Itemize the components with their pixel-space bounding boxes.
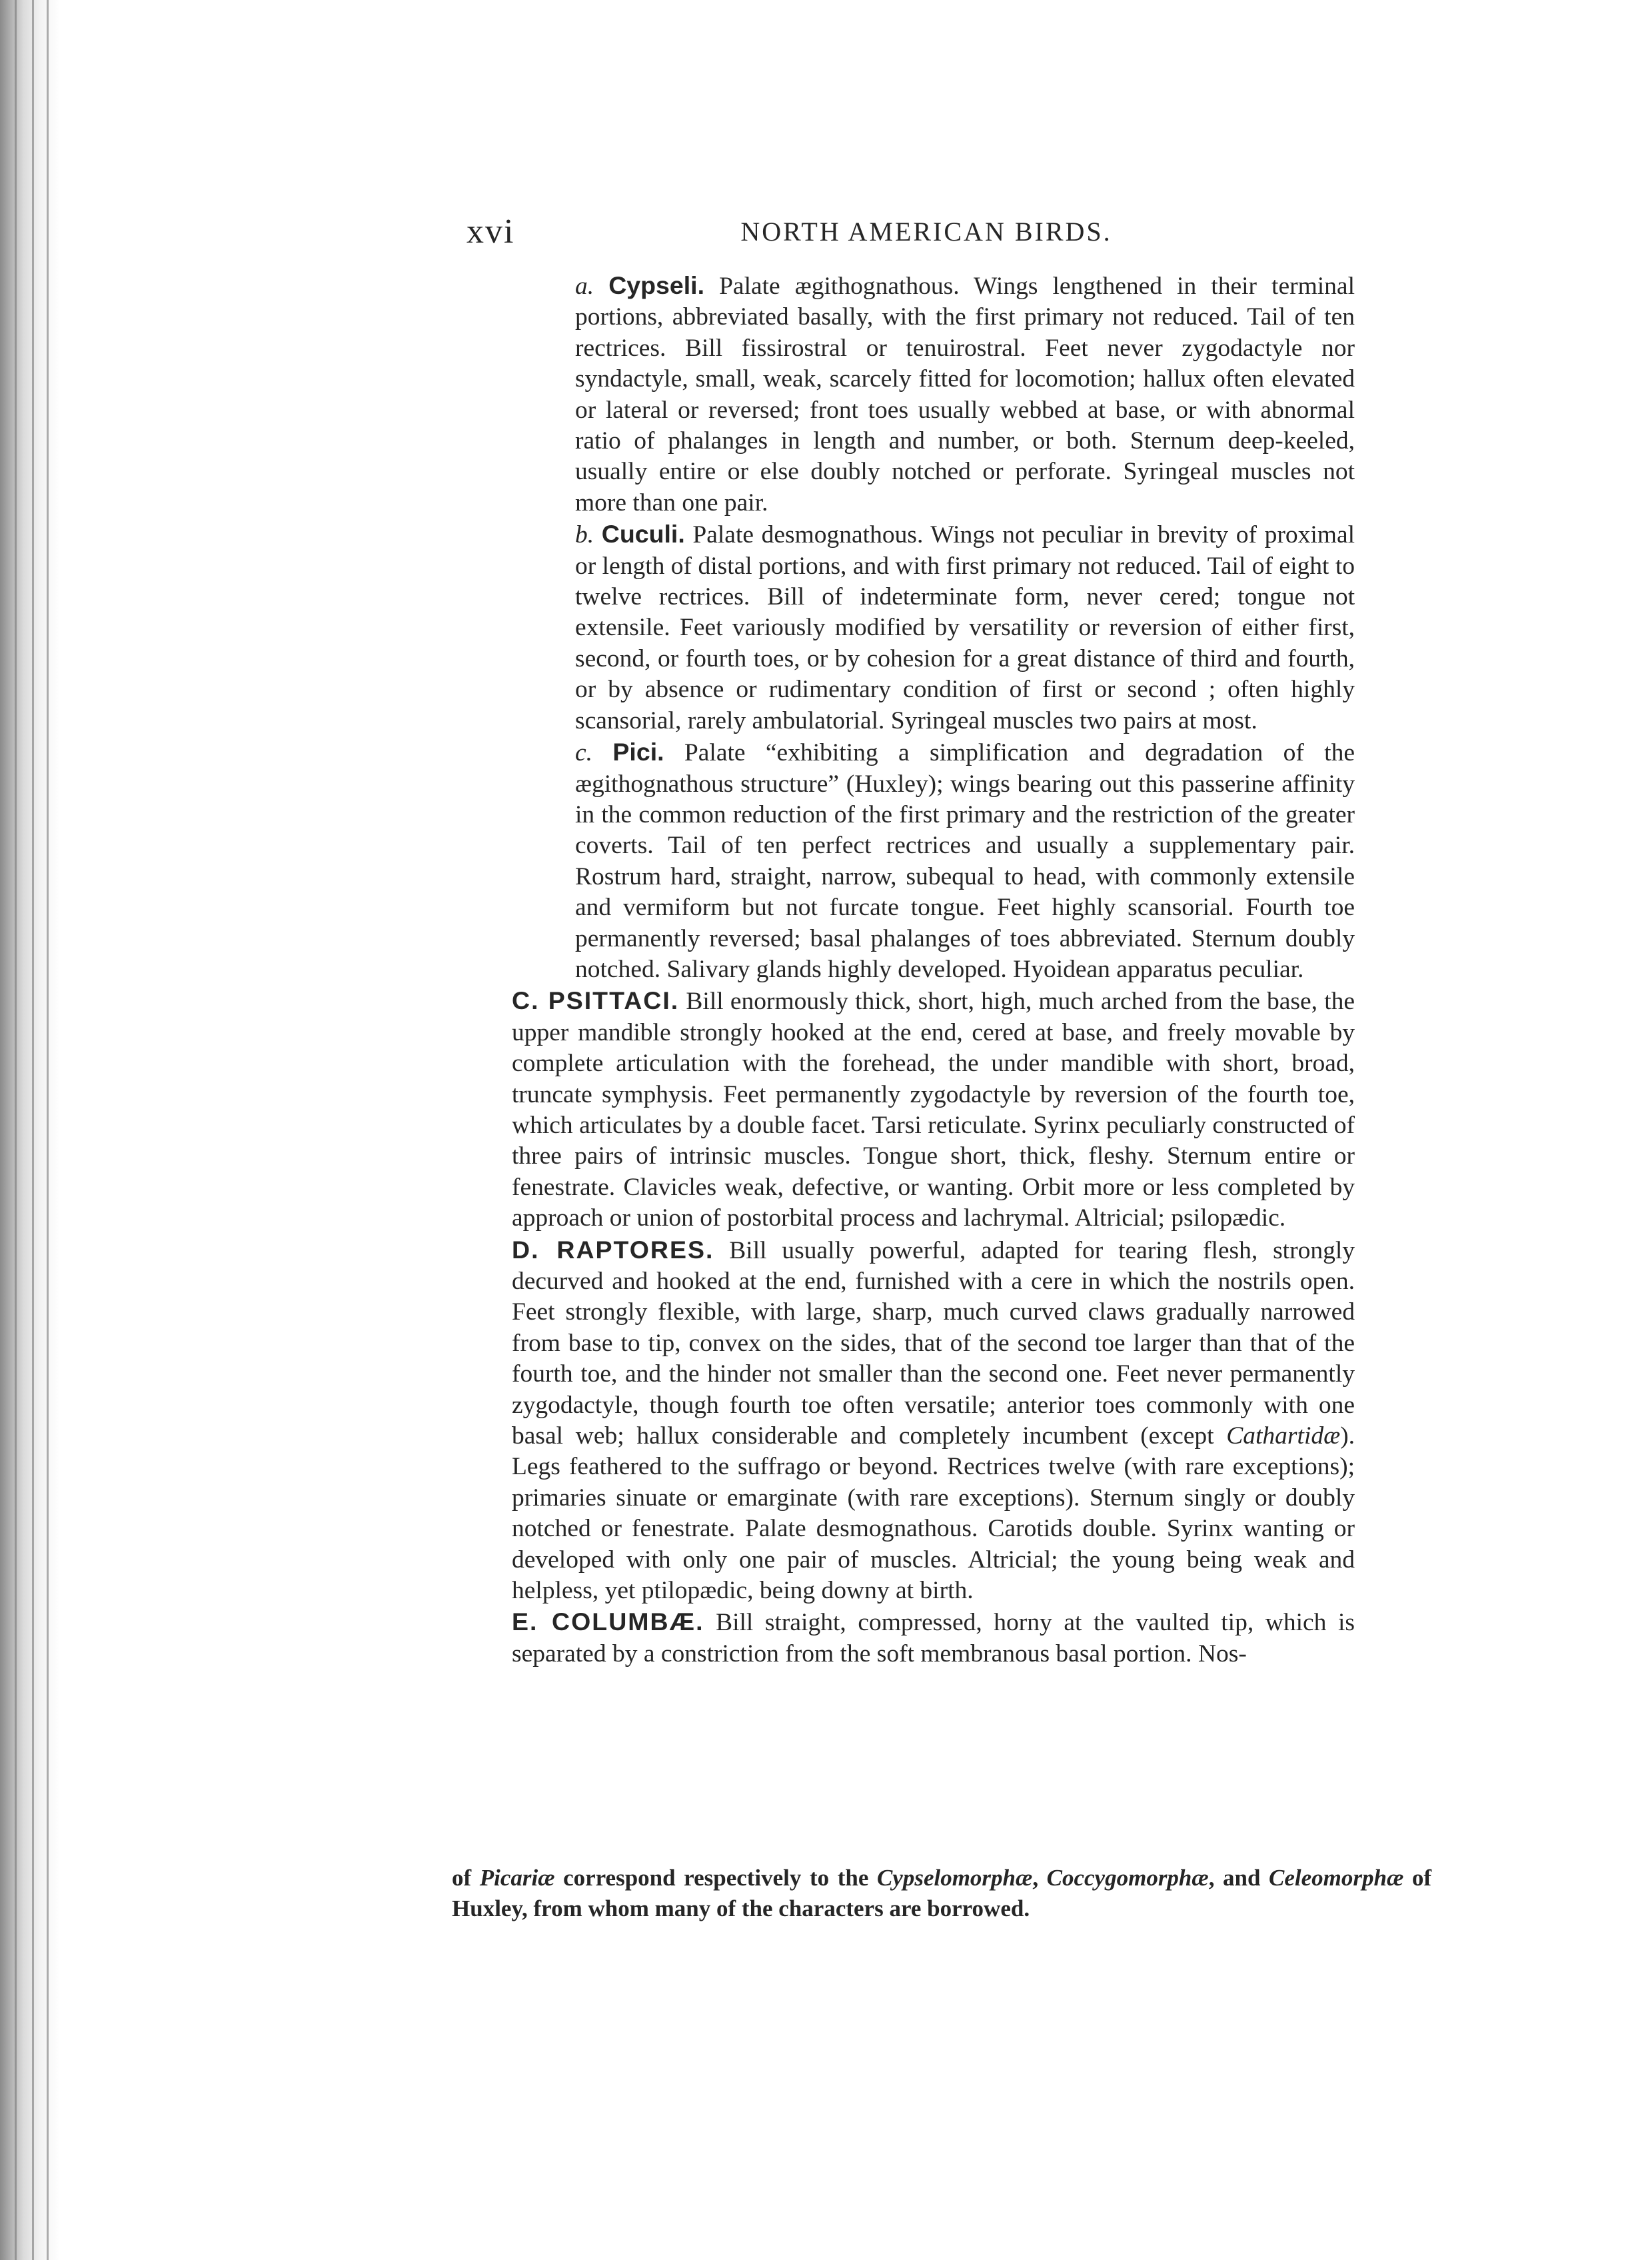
page-header (466, 212, 1346, 252)
paragraph-text: Bill straight, compressed, horny at the vaulted tip, which is separated by a constriction from the soft membranous basal portion. Nos- (512, 1609, 1355, 1668)
section-label: Cuculi. (601, 520, 685, 549)
item-letter: a. (575, 273, 594, 300)
item-letter: b. (575, 521, 594, 549)
taxon-name: Picariæ (479, 1865, 555, 1891)
paragraph-text: Bill enormously thick, short, high, much arched from the base, the upper mandible strongly hooked at the end, cered at base, and freely movable by complete articulation with the forehead, the under mandible with short, broad, truncate symphysis. Feet permanently zygodactyle by reversion of the fourth toe, which articulates by a double facet. Tarsi reticulate. Syrinx peculiarly constructed of three pairs of intrinsic muscles. Tongue short, thick, fleshy. Sternum entire or fenestrate. Clavicles weak, defective, or wanting. Orbit more or less completed by approach or union of postorbital process and lachrymal. Altricial; psilopædic. (512, 988, 1355, 1232)
paragraph-raptores (512, 1234, 1355, 1607)
binding-edge-line (32, 0, 34, 2260)
binding-edge-line (15, 0, 17, 2260)
paragraph-text: Palate “exhibiting a simplification and degradation of the ægithognathous structure” (Huxley); wings bearing out this passerine affinity in the common reduction of the first primary and the restriction of the greater coverts. Tail of ten perfect rectrices and usually a supplementary pair. Rostrum hard, straight, narrow, subequal to head, with commonly extensile and vermiform but not furcate tongue. Feet highly scansorial. Fourth toe permanently reversed; basal phalanges of toes abbreviated. Sternum doubly notched. Salivary glands highly developed. Hyoidean apparatus peculiar. (575, 739, 1355, 983)
taxon-name: Cathartidæ (1226, 1422, 1341, 1450)
running-title: NORTH AMERICAN BIRDS. (740, 217, 1112, 247)
taxon-name: Coccygomorphæ (1046, 1865, 1209, 1891)
footnote-text: of Huxley, from whom many of the characters are borrowed. (452, 1865, 1431, 1921)
paragraph-text: Palate desmognathous. Wings not peculiar in brevity of proximal or length of distal portions, and with first primary not reduced. Tail of eight to twelve rectrices. Bill of indeterminate form, never cered; tongue not extensile. Feet variously modified by versatility or reversion of either first, second, or fourth toes, or by cohesion for a great distance of third and fourth, or by absence or rudimentary condition of first or second ; often highly scansorial, rarely ambulatorial. Syringeal muscles two pairs at most. (575, 521, 1355, 734)
section-label: Pici. (612, 738, 664, 766)
item-letter: c. (575, 739, 593, 767)
paragraph-pici (512, 736, 1355, 985)
body-text (512, 270, 1355, 1670)
section-label: C. PSITTACI. (512, 986, 680, 1015)
paragraph-text: Bill usually powerful, adapted for tearing flesh, strongly decurved and hooked at the end, furnished with a cere in which the nostrils open. Feet strongly flexible, with large, sharp, much curved claws gradually narrowed from base to tip, convex on the sides, that of the second toe larger than that of the fourth toe, and the hinder not smaller than the second one. Feet never permanently zygodactyle, though fourth toe often versatile; anterior toes commonly with one basal web; hallux considerable and completely incumbent (except (512, 1236, 1355, 1450)
paragraph-cypseli (512, 270, 1355, 519)
taxon-name: Celeomorphæ (1269, 1865, 1404, 1891)
footnote-text: of (452, 1865, 480, 1891)
paragraph-psittaci (512, 985, 1355, 1234)
book-binding-shadow (0, 0, 60, 2260)
footnote (452, 1863, 1431, 1924)
footnote-text: , (1032, 1865, 1047, 1891)
paragraph-text: Palate ægithognathous. Wings lengthened in their terminal portions, abbreviated basally, with the first primary not reduced. Tail of ten rectrices. Bill fissirostral or tenuirostral. Feet never zygodactyle nor syndactyle, small, weak, scarcely fitted for locomotion; hallux often elevated or lateral or reversed; front toes usually webbed at base, or with abnormal ratio of phalanges in length and number, or both. Sternum deep-keeled, usually entire or else doubly notched or perforate. Syringeal muscles not more than one pair. (575, 273, 1355, 517)
taxon-name: Cypselomorphæ (876, 1865, 1033, 1891)
section-label: D. RAPTORES. (512, 1235, 714, 1264)
page-number: xvi (466, 213, 515, 251)
footnote-text: , and (1208, 1865, 1269, 1891)
paragraph-text: ). Legs feathered to the suffrago or beyond. Rectrices twelve (with rare exceptions); primaries sinuate or emarginate (with rare exceptions). Sternum singly or doubly notched or fenestrate. Palate desmognathous. Carotids double. Syrinx wanting or developed with only one pair of muscles. Altricial; the young being weak and helpless, yet ptilopædic, being downy at birth. (512, 1422, 1355, 1605)
paragraph-columbae (512, 1606, 1355, 1670)
section-label: E. COLUMBÆ. (512, 1608, 704, 1636)
footnote-text: correspond respectively to the (554, 1865, 877, 1891)
binding-edge-line (47, 0, 49, 2260)
section-label: Cypseli. (608, 271, 704, 299)
paragraph-cuculi (512, 519, 1355, 736)
